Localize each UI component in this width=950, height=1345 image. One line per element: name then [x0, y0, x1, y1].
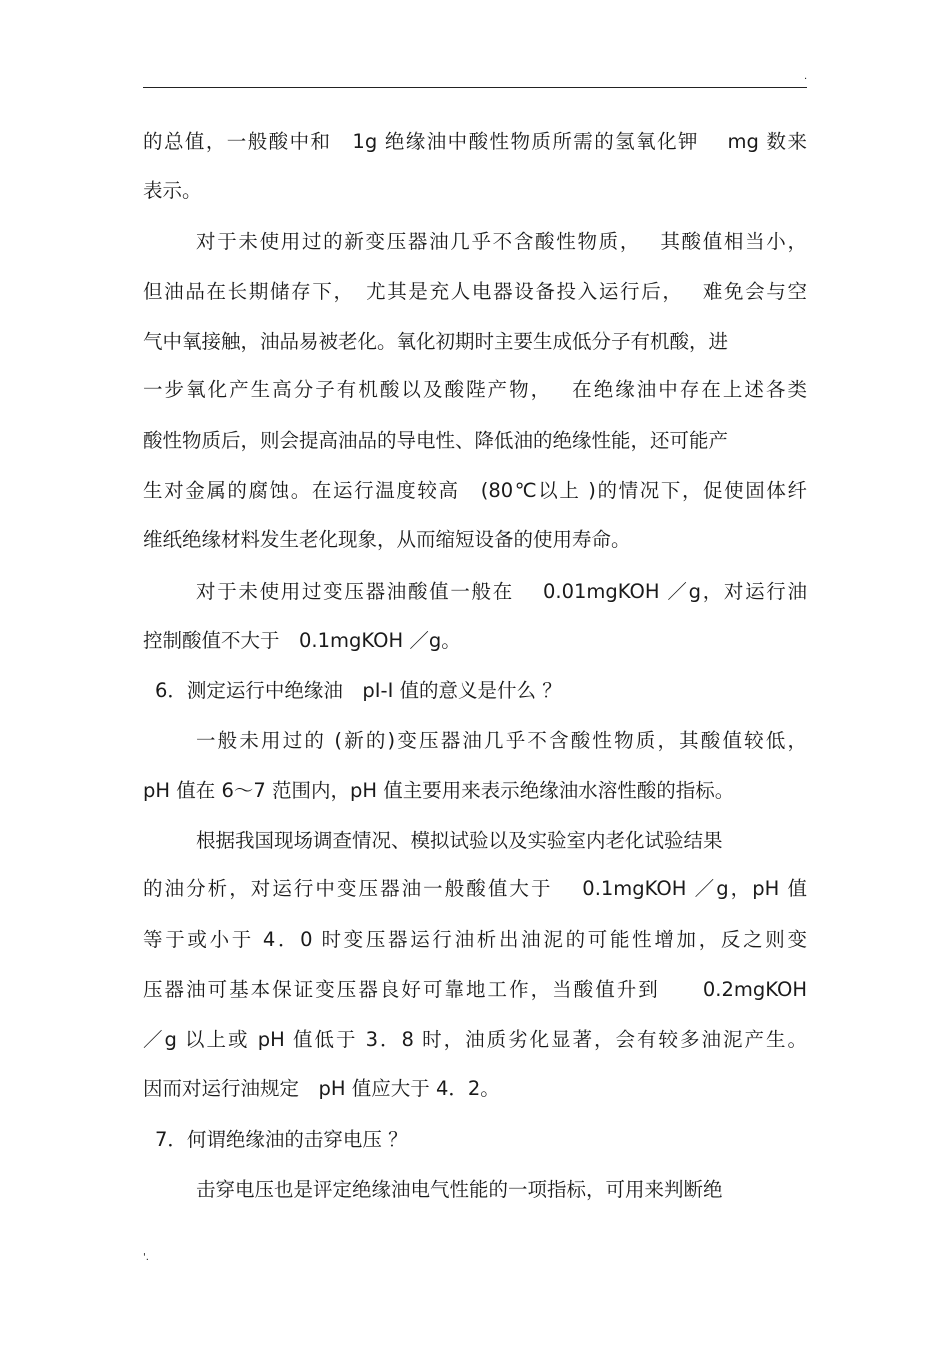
header-mark: .	[804, 71, 808, 82]
body-line: 根据我国现场调查情况、模拟试验以及实验室内老化试验结果	[196, 829, 723, 852]
body-line: 一般未用过的 (新的)变压器油几乎不含酸性物质，其酸值较低，	[196, 729, 807, 752]
body-line: 击穿电压也是评定绝缘油电气性能的一项指标，可用来判断绝	[196, 1178, 723, 1201]
body-line: 的油分析，对运行中变压器油一般酸值大于 0.1mgKOH ／g，pH 值	[143, 877, 807, 900]
body-line: 气中氧接触，油品易被老化。氧化初期时主要生成低分子有机酸，进	[143, 330, 729, 353]
body-line: 一步氧化产生高分子有机酸以及酸陛产物， 在绝缘油中存在上述各类	[143, 378, 807, 401]
question-heading: 6．测定运行中绝缘油 pI-I 值的意义是什么 ？	[155, 679, 562, 702]
body-line: 对于未使用过的新变压器油几乎不含酸性物质， 其酸值相当小，	[196, 230, 807, 253]
body-line: 因而对运行油规定 pH 值应大于 4．2。	[143, 1077, 500, 1100]
body-line: ／g 以上或 pH 值低于 3．8 时，油质劣化显著，会有较多油泥产生。	[143, 1028, 807, 1051]
footer-mark: '.	[143, 1252, 149, 1263]
body-line: 控制酸值不大于 0.1mgKOH ／g。	[143, 629, 461, 652]
body-line: 压器油可基本保证变压器良好可靠地工作，当酸值升到 0.2mgKOH	[143, 978, 807, 1001]
question-heading: 7．何谓绝缘油的击穿电压 ？	[155, 1128, 408, 1151]
body-line: 生对金属的腐蚀。在运行温度较高 (80℃以上 )的情况下，促使固体纤	[143, 479, 807, 502]
body-line: 酸性物质后，则会提高油品的导电性、降低油的绝缘性能，还可能产	[143, 429, 729, 452]
body-line: 但油品在长期储存下， 尤其是充人电器设备投入运行后， 难免会与空	[143, 280, 807, 303]
body-line: 表示。	[143, 179, 202, 202]
body-line: 维纸绝缘材料发生老化现象，从而缩短设备的使用寿命。	[143, 528, 631, 551]
body-line: pH 值在 6～7 范围内，pH 值主要用来表示绝缘油水溶性酸的指标。	[143, 779, 735, 802]
body-line: 等于或小于 4．0 时变压器运行油析出油泥的可能性增加，反之则变	[143, 928, 807, 951]
body-line: 对于未使用过变压器油酸值一般在 0.01mgKOH ／g，对运行油	[196, 580, 807, 603]
body-line: 的总值，一般酸中和 1g 绝缘油中酸性物质所需的氢氧化钾 mg 数来	[143, 130, 807, 153]
header-rule	[143, 87, 807, 88]
